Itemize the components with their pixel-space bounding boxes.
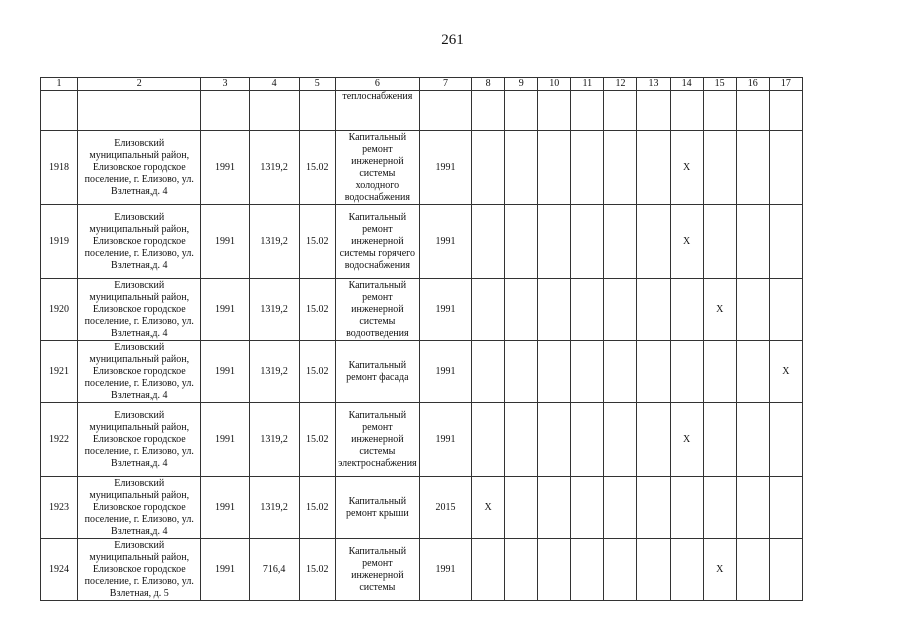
cell-area: 1319,2 <box>249 477 299 539</box>
empty-cell <box>571 477 604 539</box>
continuation-text: теплоснабжения <box>335 91 419 131</box>
empty-cell <box>571 539 604 601</box>
cell-num: 1924 <box>41 539 78 601</box>
empty-cell <box>505 341 538 403</box>
empty-cell <box>637 403 670 477</box>
cell-c15 <box>703 477 736 539</box>
empty-cell <box>571 403 604 477</box>
cell-work: Капитальный ремонт инженерной системы водоотведения <box>335 279 419 341</box>
column-header: 8 <box>472 78 505 91</box>
cell-year_built: 1991 <box>201 403 249 477</box>
empty-cell <box>505 131 538 205</box>
cell-year: 1991 <box>419 205 471 279</box>
cell-code: 15.02 <box>299 131 335 205</box>
cell-year: 1991 <box>419 403 471 477</box>
cell-num: 1918 <box>41 131 78 205</box>
cell-year: 1991 <box>419 539 471 601</box>
cell-c14 <box>670 341 703 403</box>
cell-year: 1991 <box>419 341 471 403</box>
cell-c15: Х <box>703 279 736 341</box>
cell-c14 <box>670 477 703 539</box>
empty-cell <box>604 205 637 279</box>
cell-c14 <box>670 539 703 601</box>
cell-c14: Х <box>670 403 703 477</box>
empty-cell <box>571 205 604 279</box>
column-header: 4 <box>249 78 299 91</box>
empty-cell <box>571 131 604 205</box>
cell-c8 <box>472 341 505 403</box>
table-row <box>41 477 803 539</box>
cell-c17 <box>769 205 802 279</box>
cell-c15 <box>703 205 736 279</box>
cell-c8: Х <box>472 477 505 539</box>
continuation-row <box>41 91 803 131</box>
cell-c8 <box>472 205 505 279</box>
cell-num: 1920 <box>41 279 78 341</box>
empty-cell <box>505 539 538 601</box>
cell-area: 716,4 <box>249 539 299 601</box>
cell-c14: Х <box>670 205 703 279</box>
empty-cell <box>571 279 604 341</box>
cell-c17 <box>769 539 802 601</box>
cell-c17: Х <box>769 341 802 403</box>
cell-c15 <box>703 131 736 205</box>
column-header: 14 <box>670 78 703 91</box>
cell-num: 1923 <box>41 477 78 539</box>
cell-work: Капитальный ремонт крыши <box>335 477 419 539</box>
column-header: 13 <box>637 78 670 91</box>
cell-c15 <box>703 341 736 403</box>
cell-c8 <box>472 539 505 601</box>
cell-address: Елизовский муниципальный район, Елизовское городское поселение, г. Елизово, ул. Взлетная,д. 4 <box>78 131 201 205</box>
empty-cell <box>604 131 637 205</box>
cell-c17 <box>769 131 802 205</box>
empty-cell <box>637 131 670 205</box>
cell-c14: Х <box>670 131 703 205</box>
column-header: 3 <box>201 78 249 91</box>
cell-address: Елизовский муниципальный район, Елизовское городское поселение, г. Елизово, ул. Взлетная, д. 5 <box>78 539 201 601</box>
cell-address: Елизовский муниципальный район, Елизовское городское поселение, г. Елизово, ул. Взлетная,д. 4 <box>78 341 201 403</box>
cell-code: 15.02 <box>299 205 335 279</box>
cell-work: Капитальный ремонт инженерной системы <box>335 539 419 601</box>
cell-area: 1319,2 <box>249 279 299 341</box>
cell-c15: Х <box>703 539 736 601</box>
column-header: 16 <box>736 78 769 91</box>
empty-cell <box>604 477 637 539</box>
empty-cell <box>538 341 571 403</box>
empty-cell <box>538 131 571 205</box>
cell-area: 1319,2 <box>249 403 299 477</box>
page-number: 261 <box>441 32 464 48</box>
column-header: 1 <box>41 78 78 91</box>
empty-cell <box>736 131 769 205</box>
table-row <box>41 341 803 403</box>
empty-cell <box>604 279 637 341</box>
cell-area: 1319,2 <box>249 131 299 205</box>
empty-cell <box>637 341 670 403</box>
cell-year_built: 1991 <box>201 131 249 205</box>
cell-code: 15.02 <box>299 477 335 539</box>
column-header: 11 <box>571 78 604 91</box>
cell-c17 <box>769 403 802 477</box>
empty-cell <box>637 539 670 601</box>
empty-cell <box>604 403 637 477</box>
column-header: 9 <box>505 78 538 91</box>
empty-cell <box>505 279 538 341</box>
cell-c17 <box>769 477 802 539</box>
empty-cell <box>604 341 637 403</box>
empty-cell <box>538 403 571 477</box>
empty-cell <box>505 205 538 279</box>
cell-work: Капитальный ремонт фасада <box>335 341 419 403</box>
empty-cell <box>571 341 604 403</box>
cell-num: 1922 <box>41 403 78 477</box>
column-header: 2 <box>78 78 201 91</box>
cell-year: 1991 <box>419 131 471 205</box>
column-header: 10 <box>538 78 571 91</box>
column-header: 17 <box>769 78 802 91</box>
cell-code: 15.02 <box>299 539 335 601</box>
table-row <box>41 279 803 341</box>
cell-work: Капитальный ремонт инженерной системы электроснабжения <box>335 403 419 477</box>
empty-cell <box>637 477 670 539</box>
cell-work: Капитальный ремонт инженерной системы холодного водоснабжения <box>335 131 419 205</box>
cell-area: 1319,2 <box>249 341 299 403</box>
empty-cell <box>736 341 769 403</box>
table-row <box>41 131 803 205</box>
column-header: 15 <box>703 78 736 91</box>
cell-c15 <box>703 403 736 477</box>
empty-cell <box>736 403 769 477</box>
cell-year: 1991 <box>419 279 471 341</box>
cell-c17 <box>769 279 802 341</box>
cell-year_built: 1991 <box>201 539 249 601</box>
column-header: 6 <box>335 78 419 91</box>
cell-c8 <box>472 403 505 477</box>
cell-year_built: 1991 <box>201 205 249 279</box>
cell-work: Капитальный ремонт инженерной системы горячего водоснабжения <box>335 205 419 279</box>
empty-cell <box>538 539 571 601</box>
empty-cell <box>604 539 637 601</box>
cell-address: Елизовский муниципальный район, Елизовское городское поселение, г. Елизово, ул. Взлетная,д. 4 <box>78 477 201 539</box>
empty-cell <box>505 403 538 477</box>
cell-num: 1921 <box>41 341 78 403</box>
empty-cell <box>505 477 538 539</box>
cell-address: Елизовский муниципальный район, Елизовское городское поселение, г. Елизово, ул. Взлетная,д. 4 <box>78 403 201 477</box>
cell-c14 <box>670 279 703 341</box>
empty-cell <box>637 279 670 341</box>
empty-cell <box>538 205 571 279</box>
empty-cell <box>736 477 769 539</box>
cell-code: 15.02 <box>299 403 335 477</box>
table-row <box>41 539 803 601</box>
column-header: 7 <box>419 78 471 91</box>
cell-year_built: 1991 <box>201 279 249 341</box>
empty-cell <box>736 539 769 601</box>
cell-c8 <box>472 279 505 341</box>
empty-cell <box>637 205 670 279</box>
cell-year_built: 1991 <box>201 477 249 539</box>
empty-cell <box>538 477 571 539</box>
column-header: 5 <box>299 78 335 91</box>
table-row <box>41 403 803 477</box>
cell-code: 15.02 <box>299 279 335 341</box>
cell-address: Елизовский муниципальный район, Елизовское городское поселение, г. Елизово, ул. Взлетная,д. 4 <box>78 279 201 341</box>
cell-code: 15.02 <box>299 341 335 403</box>
cell-address: Елизовский муниципальный район, Елизовское городское поселение, г. Елизово, ул. Взлетная,д. 4 <box>78 205 201 279</box>
cell-year: 2015 <box>419 477 471 539</box>
cell-num: 1919 <box>41 205 78 279</box>
table-row <box>41 205 803 279</box>
cell-year_built: 1991 <box>201 341 249 403</box>
empty-cell <box>736 279 769 341</box>
empty-cell <box>736 205 769 279</box>
column-number-row <box>41 78 803 91</box>
empty-cell <box>538 279 571 341</box>
repair-register-table <box>40 77 803 601</box>
cell-c8 <box>472 131 505 205</box>
column-header: 12 <box>604 78 637 91</box>
cell-area: 1319,2 <box>249 205 299 279</box>
